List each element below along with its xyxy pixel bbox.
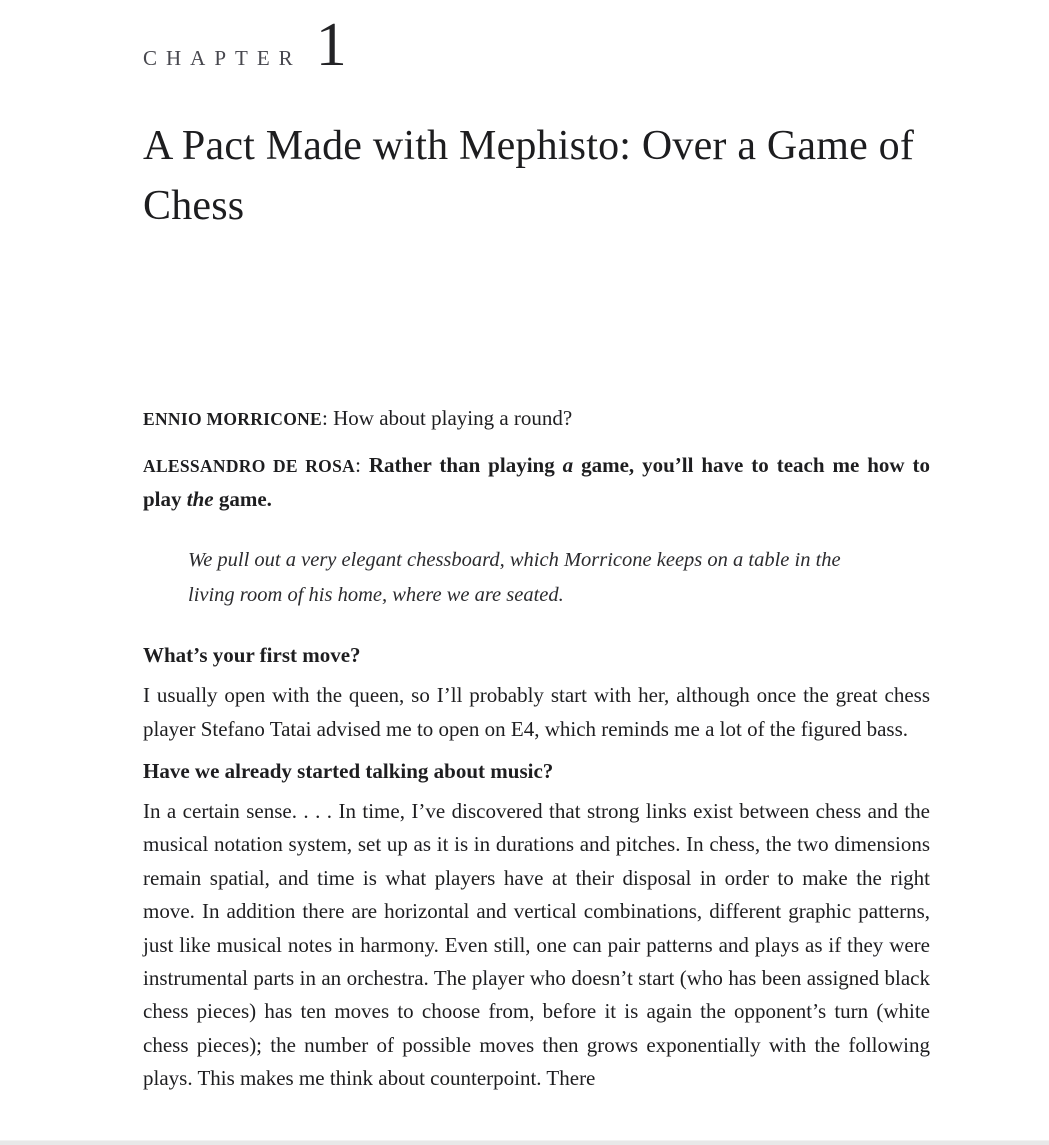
chapter-label: CHAPTER [143, 46, 302, 70]
speaker-colon: : [322, 406, 334, 431]
page-bottom-edge [0, 1140, 1049, 1145]
chapter-heading [143, 11, 930, 79]
speaker-name-derosa: ALESSANDRO DE ROSA [143, 456, 356, 477]
opening-dialogue [143, 402, 930, 516]
interview-answer: In a certain sense. . . . In time, I’ve discovered that strong links exist between chess and the musical notation system, set up as it is in durations and pitches. In chess, the two dimensions remain spatial, and time is what players have at their disposal in order to make the right move. In addition there are horizontal and vertical combinations, different graphic patterns, just like musical notes in harmony. Even still, one can pair patterns and plays as if they were instrumental parts in an orchestra. The player who doesn’t start (who has been assigned black chess pieces) has ten moves to choose from, before it is again the opponent’s turn (white chess pieces); the number of possible moves then grows exponentially with the following plays. This makes me think about counterpoint. There [143, 798, 930, 1091]
interview-answer: I usually open with the queen, so I’ll probably start with her, although once the great chess player Stefano Tatai advised me to open on E4, which reminds me a lot of the figured bass. [143, 683, 930, 741]
speaker-name-morricone: ENNIO MORRICONE [143, 409, 323, 430]
dialogue-line-morricone [143, 402, 930, 436]
chapter-number: 1 [315, 11, 347, 79]
dialogue-text-part: game, you’ll have to teach me how to play [143, 453, 931, 512]
interview-question: Have we already started talking about music? [143, 758, 554, 783]
speaker-colon: : [355, 453, 369, 478]
dialogue-text-part: Rather than playing [368, 453, 563, 478]
dialogue-line-derosa [143, 449, 930, 516]
interview-section [143, 639, 930, 1095]
chapter-title: A Pact Made with Mephisto: Over a Game of Chess [143, 123, 915, 230]
interview-question: What’s your first move? [143, 643, 361, 668]
stage-direction: We pull out a very elegant chessboard, which Morricone keeps on a table in the living room of his home, where we are seated. [188, 549, 841, 607]
dialogue-text: How about playing a round? [333, 406, 573, 431]
dialogue-text-part: game. [213, 487, 272, 512]
dialogue-text-part-italic: a [562, 453, 574, 478]
dialogue-text-part-italic: the [186, 487, 214, 512]
